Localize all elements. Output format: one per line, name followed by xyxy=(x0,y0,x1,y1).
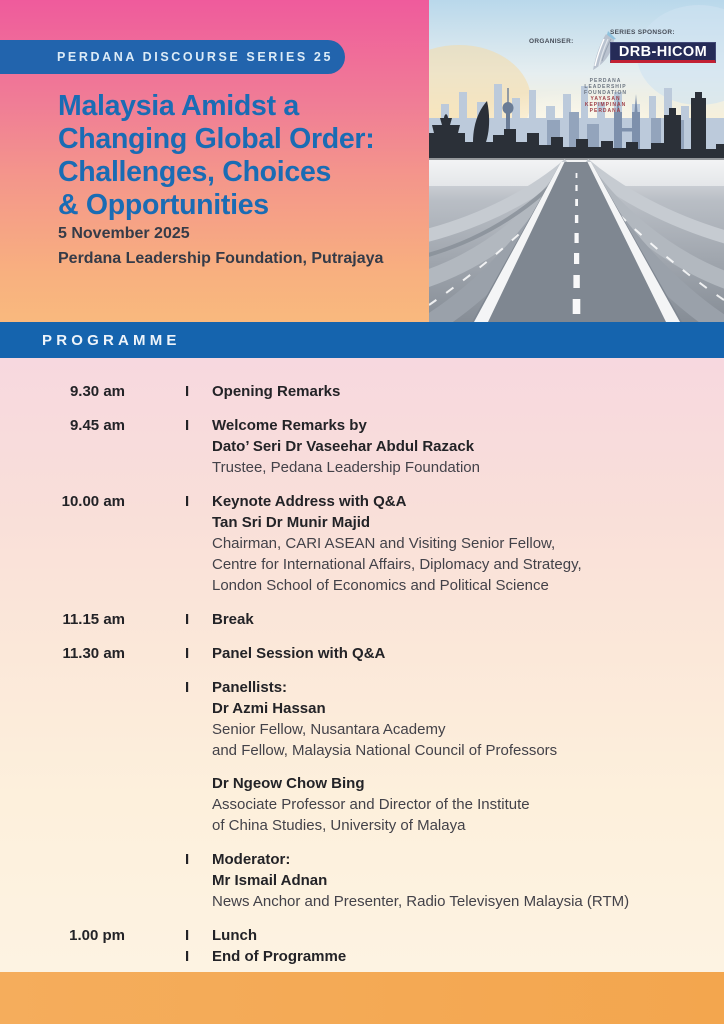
event-title xyxy=(58,90,374,222)
schedule-entry xyxy=(125,773,724,836)
entry-line: Associate Professor and Director of the Institute xyxy=(212,796,530,813)
entry-line: London School of Economics and Political Science xyxy=(212,577,549,594)
entry-line: Dato’ Seri Dr Vaseehar Abdul Razack xyxy=(212,438,475,455)
entry-line: Senior Fellow, Nusantara Academy xyxy=(212,721,446,738)
entry-separator: I xyxy=(185,679,190,696)
entry-line: Keynote Address with Q&A xyxy=(212,493,407,510)
entry-lines xyxy=(212,677,724,761)
schedule-row xyxy=(0,849,724,912)
schedule-entry xyxy=(125,946,724,967)
programme-body xyxy=(0,358,724,972)
schedule-entry xyxy=(125,849,724,912)
entry-separator: I xyxy=(185,927,190,944)
entry-line: Moderator: xyxy=(212,851,291,868)
entry-separator: I xyxy=(185,851,190,868)
schedule-row xyxy=(0,491,724,596)
entry-separator: I xyxy=(185,417,190,434)
schedule-entry xyxy=(125,609,724,630)
schedule-row xyxy=(0,677,724,836)
entry-line: and Fellow, Malaysia National Council of Professors xyxy=(212,742,558,759)
organiser-logo-text xyxy=(577,78,635,114)
entry-lines xyxy=(212,946,724,967)
sponsor-label: SERIES SPONSOR: xyxy=(610,29,675,36)
entry-line: Break xyxy=(212,611,254,628)
entry-separator: I xyxy=(185,645,190,662)
entry-line: Opening Remarks xyxy=(212,383,341,400)
organiser-logo-text-line: KEPIMPINAN xyxy=(584,102,627,108)
entry-lines xyxy=(212,381,724,402)
programme-schedule xyxy=(0,381,724,967)
schedule-content xyxy=(125,381,724,402)
entry-line: Panel Session with Q&A xyxy=(212,645,386,662)
entry-line: Tan Sri Dr Munir Majid xyxy=(212,514,371,531)
schedule-row xyxy=(0,609,724,630)
schedule-time xyxy=(0,677,125,836)
entry-line: End of Programme xyxy=(212,948,347,965)
programme-bar xyxy=(0,322,724,358)
entry-line: Welcome Remarks by xyxy=(212,417,367,434)
entry-line: Chairman, CARI ASEAN and Visiting Senior Fellow, xyxy=(212,535,556,552)
entry-separator: I xyxy=(185,948,190,965)
schedule-time: 11.15 am xyxy=(62,611,125,628)
schedule-entry xyxy=(125,491,724,596)
entry-separator: I xyxy=(185,493,190,510)
schedule-entry xyxy=(125,415,724,478)
schedule-entry xyxy=(125,643,724,664)
entry-line: Trustee, Pedana Leadership Foundation xyxy=(212,459,480,476)
schedule-content xyxy=(125,677,724,836)
organiser-logo-text-line: PERDANA xyxy=(589,108,622,114)
schedule-row xyxy=(0,415,724,478)
entry-line: News Anchor and Presenter, Radio Televisyen Malaysia (RTM) xyxy=(212,893,630,910)
entry-line: Panellists: xyxy=(212,679,288,696)
event-title-line: Changing Global Order: xyxy=(58,123,375,155)
schedule-time: 10.00 am xyxy=(61,493,125,510)
entry-lines xyxy=(212,925,724,946)
entry-line: of China Studies, University of Malaya xyxy=(212,817,466,834)
schedule-entry xyxy=(125,381,724,402)
schedule-row xyxy=(0,643,724,664)
header xyxy=(0,0,724,322)
entry-line: Centre for International Affairs, Diplomacy and Strategy, xyxy=(212,556,582,573)
entry-lines xyxy=(212,643,724,664)
entry-lines xyxy=(212,849,724,912)
drb-hicom-logo: DRB-HICOM xyxy=(610,42,716,63)
entry-separator xyxy=(185,773,212,836)
entry-line: Dr Azmi Hassan xyxy=(212,700,326,717)
series-badge: PERDANA DISCOURSE SERIES 25 xyxy=(0,40,345,74)
entry-separator: I xyxy=(185,611,190,628)
organiser-logo-text-line: PERDANA xyxy=(589,78,622,84)
entry-line: Mr Ismail Adnan xyxy=(212,872,328,889)
schedule-content xyxy=(125,491,724,596)
event-title-line: & Opportunities xyxy=(58,189,269,221)
organiser-label: ORGANISER: xyxy=(529,38,574,45)
schedule-content xyxy=(125,925,724,967)
schedule-entry xyxy=(125,925,724,946)
schedule-row xyxy=(0,925,724,967)
schedule-time: 11.30 am xyxy=(62,645,125,662)
event-date: 5 November 2025 xyxy=(58,225,190,242)
entry-line: Dr Ngeow Chow Bing xyxy=(212,775,365,792)
schedule-row xyxy=(0,381,724,402)
schedule-content xyxy=(125,609,724,630)
event-title-line: Malaysia Amidst a xyxy=(58,90,299,122)
organiser-logo-text-line: YAYASAN xyxy=(590,96,621,102)
organiser-logo-text-line: LEADERSHIP xyxy=(584,84,627,90)
schedule-content xyxy=(125,643,724,664)
event-venue: Perdana Leadership Foundation, Putrajaya xyxy=(58,250,384,267)
header-panel xyxy=(0,0,429,322)
schedule-content xyxy=(125,415,724,478)
event-when xyxy=(58,221,383,271)
schedule-entry xyxy=(125,677,724,761)
programme-title: PROGRAMME xyxy=(42,331,181,349)
entry-lines xyxy=(212,609,724,630)
entry-lines xyxy=(212,491,724,596)
schedule-time xyxy=(0,849,125,912)
schedule-time: 1.00 pm xyxy=(69,927,125,944)
schedule-time: 9.30 am xyxy=(69,383,125,400)
entry-separator: I xyxy=(185,383,190,400)
entry-lines xyxy=(212,773,724,836)
entry-line: Lunch xyxy=(212,927,257,944)
organiser-logo-text-line: FOUNDATION xyxy=(584,90,628,96)
sponsor-block xyxy=(610,29,716,63)
schedule-content xyxy=(125,849,724,912)
hero-image xyxy=(429,0,724,322)
footer-band xyxy=(0,972,724,1024)
entry-lines xyxy=(212,415,724,478)
event-title-line: Challenges, Choices xyxy=(58,156,332,188)
schedule-time: 9.45 am xyxy=(69,417,125,434)
